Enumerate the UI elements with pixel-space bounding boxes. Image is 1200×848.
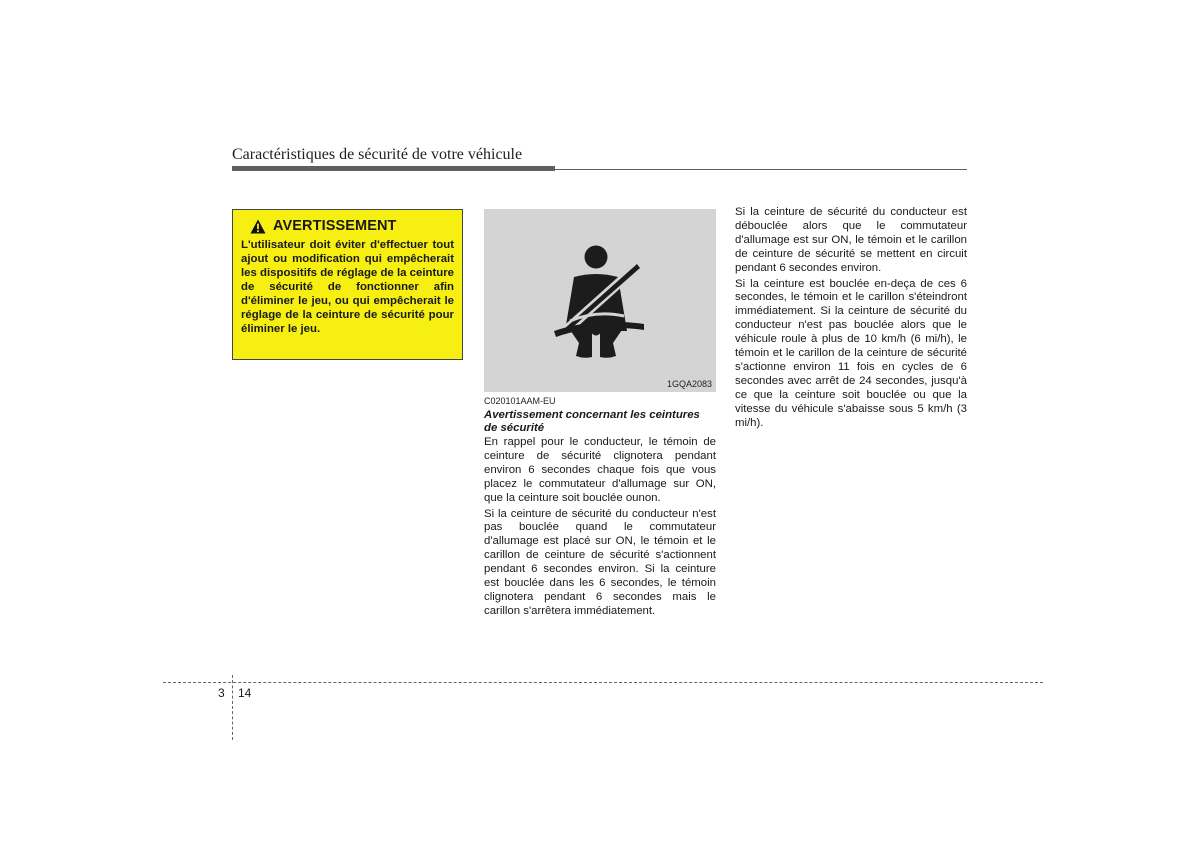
body-paragraph: Si la ceinture de sécurité du conducteur n'est pas bouclée quand le commutateur d'allumage est placé sur ON, le témoin et le carillon de ceinture de sécurité s'actionnent pendant 6 secondes environ. Si la ceinture est bouclée dans les 6 secondes, le témoin clignotera pendant 6 secondes mais le carillon s'arrêtera immédiatement. [484, 507, 716, 617]
middle-column [484, 396, 716, 621]
header-rule-thin [555, 169, 967, 170]
footer-vertical-rule [232, 675, 233, 740]
reference-code: C020101AAM-EU [484, 396, 556, 406]
right-column [735, 206, 967, 433]
chapter-number: 3 [218, 686, 225, 700]
warning-text: L'utilisateur doit éviter d'effectuer tout ajout ou modification qui empêcherait les dispositifs de réglage de la ceinture de sécurité de fonctionner afin d'éliminer le jeu, ou qui empêcherait le réglage de la ceinture de sécurité pour éliminer le jeu. [241, 239, 454, 335]
warning-title: AVERTISSEMENT [273, 218, 397, 234]
page-number: 14 [238, 686, 252, 700]
header-rule-thick [232, 166, 555, 171]
warning-box [232, 209, 463, 360]
body-paragraph: Si la ceinture de sécurité du conducteur est débouclée alors que le commutateur d'allumage est sur ON, le témoin et le carillon de ceinture de sécurité se mettent en circuit pendant 6 secondes environ. [735, 206, 967, 274]
body-paragraph: Si la ceinture est bouclée en-deça de ces 6 secondes, le témoin et le carillon s'éteindront immédiatement. Si la ceinture de sécurité du conducteur n'est pas bouclée alors que le véhicule roule à plus de 10 km/h (6 mi/h), le témoin et le carillon de la ceinture de sécurité s'actionne environ 11 fois en cycles de 6 secondes avec arrêt de 24 secondes, jusqu'à ce que la ceinture soit bouclée ou que la vitesse du véhicule s'abaisse sous 5 km/h (3 mi/h). [735, 277, 967, 429]
seatbelt-figure [484, 209, 716, 392]
figure-code: 1GQA2083 [666, 379, 712, 389]
section-subtitle: Avertissement concernant les ceintures de sécurité [484, 409, 700, 434]
body-paragraph: En rappel pour le conducteur, le témoin de ceinture de sécurité clignotera pendant environ 6 secondes chaque fois que vous placez le commutateur d'allumage sur ON, que la ceinture soit bouclée ounon. [484, 436, 716, 504]
page-title: Caractéristiques de sécurité de votre véhicule [232, 146, 523, 163]
footer-dashed-rule [163, 682, 1043, 683]
seatbelt-icon [484, 209, 716, 392]
warning-triangle-icon [250, 219, 266, 234]
warning-header [250, 216, 454, 236]
